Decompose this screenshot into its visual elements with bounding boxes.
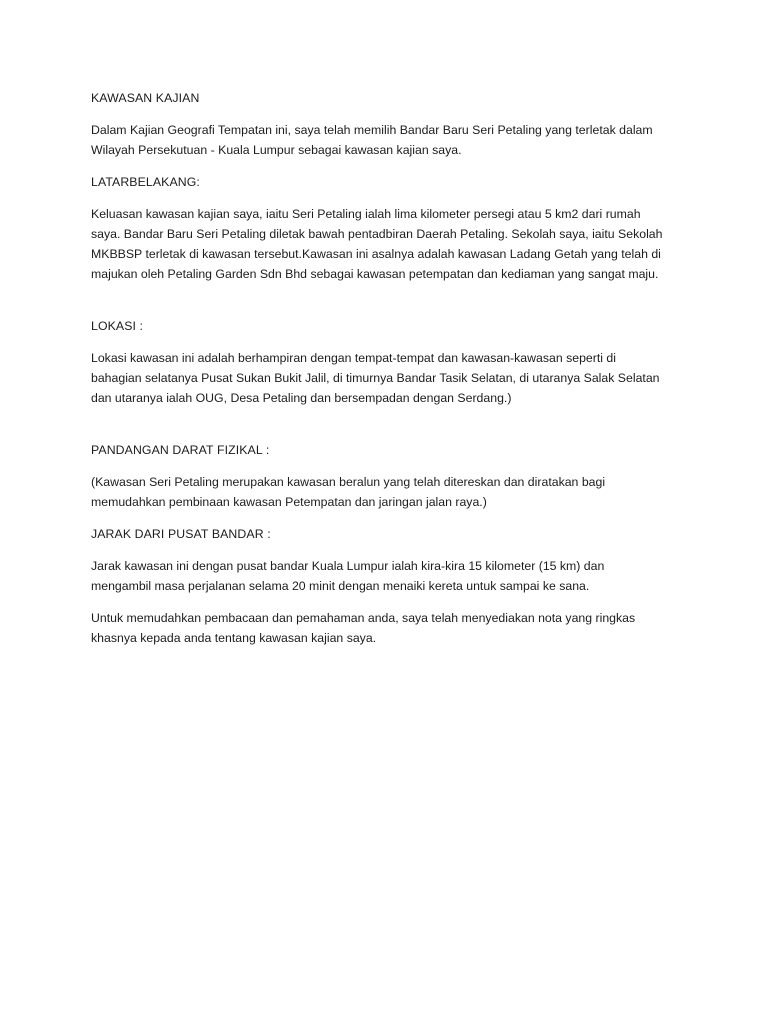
text-line: Jarak kawasan ini dengan pusat bandar Kuala Lumpur ialah kira-kira 15 kilometer (15 km) dan: [91, 559, 605, 573]
text-line: memudahkan pembinaan kawasan Petempatan dan jaringan jalan raya.): [91, 495, 487, 509]
text-line: saya. Bandar Baru Seri Petaling diletak bawah pentadbiran Daerah Petaling. Sekolah saya, iaitu Sekolah: [91, 227, 663, 241]
heading-jarak-dari-pusat-bandar: JARAK DARI PUSAT BANDAR :: [91, 527, 271, 541]
text-line: Lokasi kawasan ini adalah berhampiran dengan tempat-tempat dan kawasan-kawasan seperti di: [91, 351, 616, 365]
text-line: (Kawasan Seri Petaling merupakan kawasan beralun yang telah ditereskan dan diratakan bagi: [91, 475, 606, 489]
text-line: MKBBSP terletak di kawasan tersebut.Kawasan ini asalnya adalah kawasan Ladang Getah yang telah di: [91, 247, 661, 261]
paragraph-jarak: [91, 556, 681, 596]
paragraph-latarbelakang: [91, 204, 681, 284]
text-line: mengambil masa perjalanan selama 20 minit dengan menaiki kereta untuk sampai ke sana.: [91, 579, 590, 593]
heading-lokasi: LOKASI :: [91, 319, 144, 333]
paragraph-pandangan-darat-fizikal: [91, 472, 681, 512]
text-line: Wilayah Persekutuan - Kuala Lumpur sebagai kawasan kajian saya.: [91, 143, 462, 157]
text-line: Dalam Kajian Geografi Tempatan ini, saya telah memilih Bandar Baru Seri Petaling yang terletak dalam: [91, 123, 653, 137]
heading-latarbelakang: LATARBELAKANG:: [91, 175, 200, 189]
heading-pandangan-darat-fizikal: PANDANGAN DARAT FIZIKAL :: [91, 443, 270, 457]
heading-kawasan-kajian: KAWASAN KAJIAN: [91, 91, 200, 105]
text-line: majukan oleh Petaling Garden Sdn Bhd sebagai kawasan petempatan dan kediaman yang sangat maju.: [91, 267, 659, 281]
paragraph-lokasi: [91, 348, 681, 408]
text-line: Untuk memudahkan pembacaan dan pemahaman anda, saya telah menyediakan nota yang ringkas: [91, 611, 636, 625]
paragraph-penutup: [91, 608, 681, 648]
text-line: Keluasan kawasan kajian saya, iaitu Seri Petaling ialah lima kilometer persegi atau 5 km2 dari rumah: [91, 207, 641, 221]
paragraph-kawasan-kajian: [91, 120, 681, 160]
document-body: [91, 88, 681, 648]
text-line: khasnya kepada anda tentang kawasan kajian saya.: [91, 631, 377, 645]
text-line: dan utaranya ialah OUG, Desa Petaling dan bersempadan dengan Serdang.): [91, 391, 512, 405]
text-line: bahagian selatanya Pusat Sukan Bukit Jalil, di timurnya Bandar Tasik Selatan, di utaranya Salak Selatan: [91, 371, 660, 385]
